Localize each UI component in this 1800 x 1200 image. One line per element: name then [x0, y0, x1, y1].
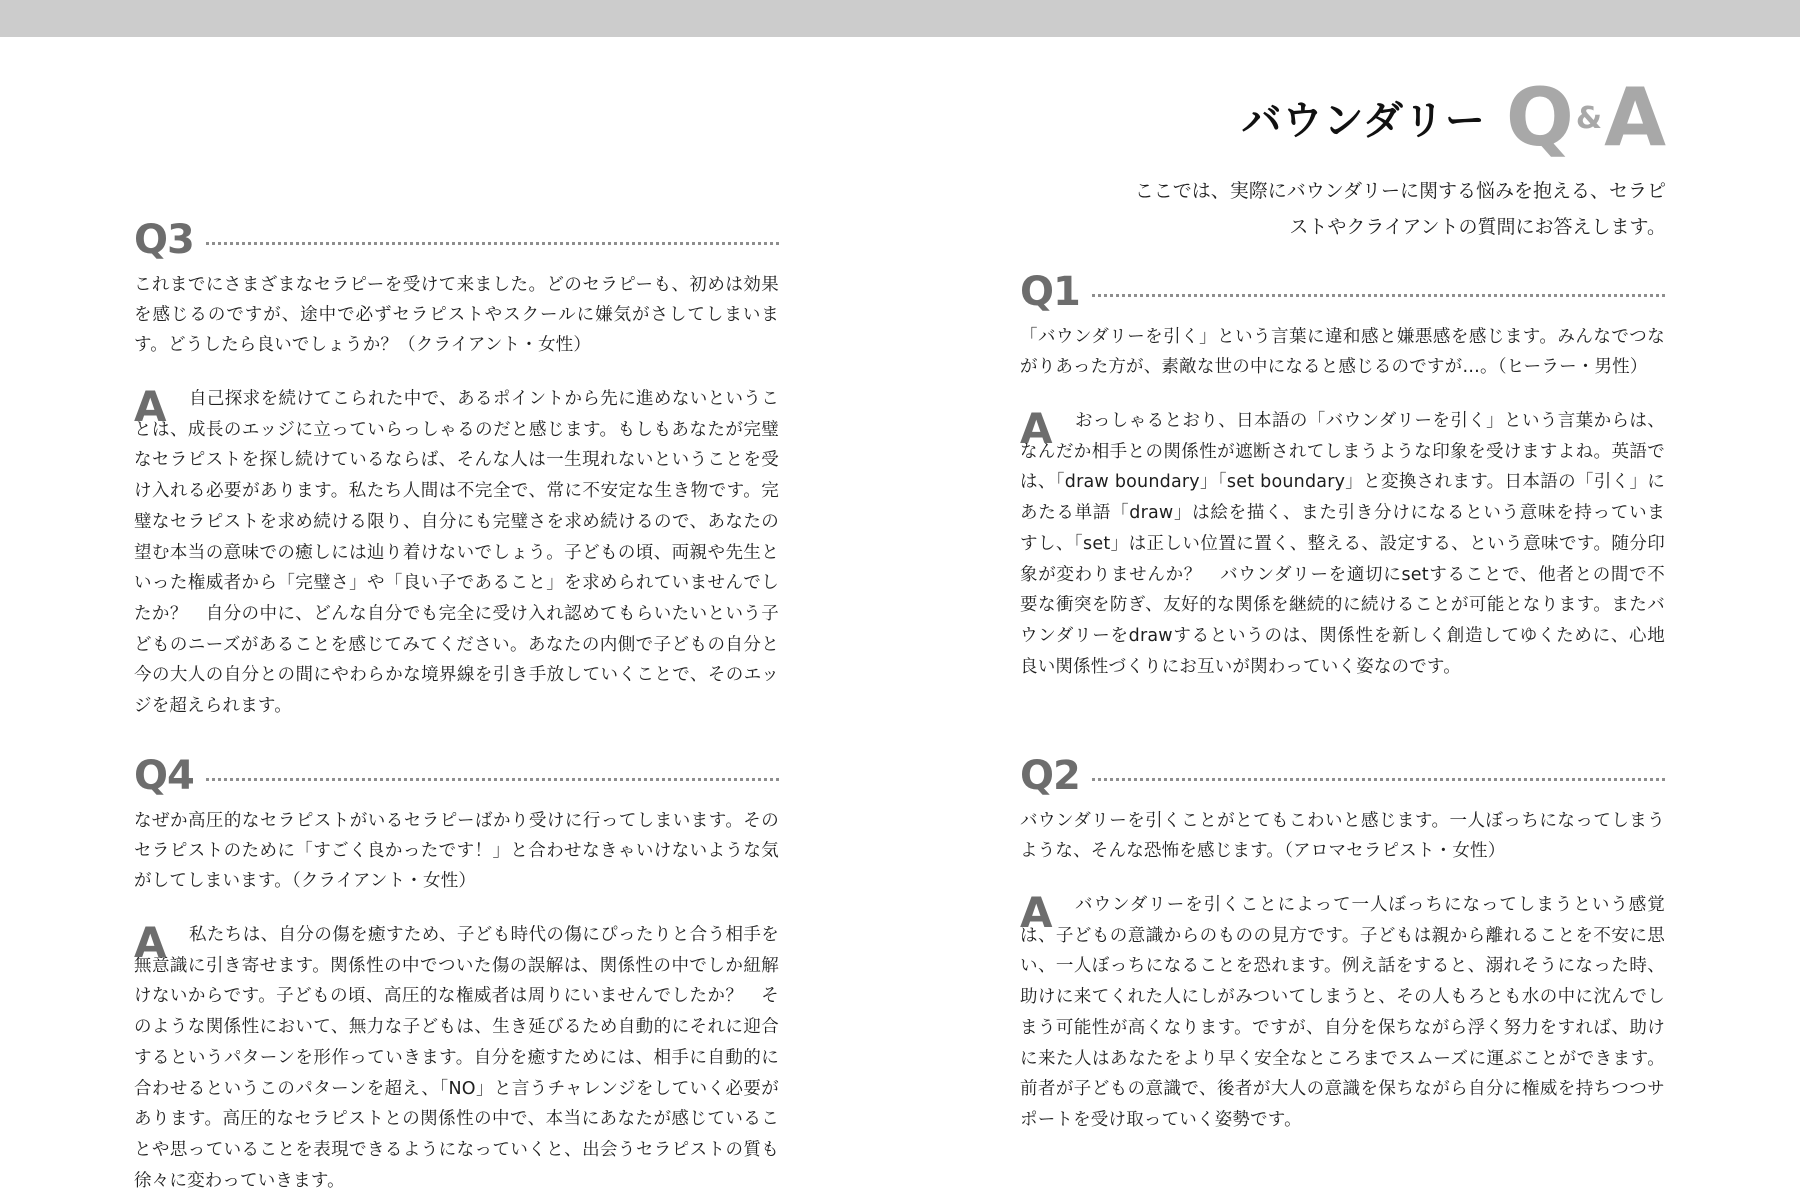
qa-section-q1 — [1020, 268, 1665, 682]
answer-text: 自己探求を続けてこられた中で、あるポイントから先に進めないということは、成長のエッジに立っていらっしゃるのだと感じます。もしもあなたが完璧なセラピストを探し続けているならば、そんな人は一生現れないということを受け入れる必要があります。私たち人間は不完全で、常に不安定な生き物です。完璧なセラピストを求め続ける限り、自分にも完璧さを求め続けるので、あなたの望む本当の意味での癒しには辿り着けないでしょう。子どもの頃、両親や先生といった権威者から「完璧さ」や「良い子であること」を求められていませんでしたか？ 自分の中に、どんな自分でも完全に受け入れ認めてもらいたいという子どものニーズがあることを感じてみてください。あなたの内側で子どもの自分と今の大人の自分との間にやわらかな境界線を引き手放していくことで、そのエッジを超えられます。 — [134, 389, 779, 717]
dotted-rule — [206, 242, 779, 245]
question-label: Q1 — [1020, 269, 1080, 315]
answer-block — [134, 920, 779, 1196]
intro-text: ここでは、実際にバウンダリーに関する悩みを抱える、セラピストやクライアントの質問にお答えします。 — [1134, 180, 1666, 238]
top-margin-bar — [0, 0, 1800, 37]
dotted-rule — [1092, 778, 1665, 781]
qa-section-q2 — [1020, 752, 1665, 1136]
question-heading — [1020, 268, 1665, 316]
question-text: なぜか高圧的なセラピストがいるセラピーばかり受けに行ってしまいます。そのセラピストのために「すごく良かったです！」と合わせなきゃいけないような気がしてしまいます。（クライアント・女性） — [134, 811, 779, 891]
qa-section-q3 — [134, 216, 779, 722]
page-title-text: バウンダリー — [1241, 98, 1486, 144]
answer-block — [1020, 406, 1665, 682]
question-text: バウンダリーを引くことがとてもこわいと感じます。一人ぼっちになってしまうような、そんな恐怖を感じます。（アロマセラピスト・女性） — [1020, 811, 1665, 861]
question-text: 「バウンダリーを引く」という言葉に違和感と嫌悪感を感じます。みんなでつながりあった方が、素敵な世の中になると感じるのですが…。（ヒーラー・男性） — [1020, 327, 1665, 377]
dotted-rule — [206, 778, 779, 781]
answer-block — [1020, 890, 1665, 1136]
question-label: Q2 — [1020, 753, 1080, 799]
question-label: Q4 — [134, 753, 194, 799]
answer-text: 私たちは、自分の傷を癒すため、子ども時代の傷にぴったりと合う相手を無意識に引き寄せます。関係性の中でついた傷の誤解は、関係性の中でしか紐解けないからです。子どもの頃、高圧的な権威者は周りにいませんでしたか？ そのような関係性において、無力な子どもは、生き延びるため自動的にそれに迎合するというパターンを形作っていきます。自分を癒すためには、相手に自動的に合わせるというこのパターンを超え、「NO」と言うチャレンジをしていく必要があります。高圧的なセラピストとの関係性の中で、本当にあなたが感じていることや思っていることを表現できるようになっていくと、出会うセラピストの質も徐々に変わっていきます。 — [134, 925, 779, 1191]
answer-mark: A — [134, 918, 167, 967]
answer-mark: A — [1020, 888, 1053, 937]
question-text: これまでにさまざまなセラピーを受けて来ました。どのセラピーも、初めは効果を感じるのですが、途中で必ずセラピストやスクールに嫌気がさしてしまいます。どうしたら良いでしょうか？（クライアント・女性） — [134, 275, 779, 355]
page-title-ampersand: & — [1575, 101, 1603, 136]
answer-mark: A — [1020, 404, 1053, 453]
question-heading — [1020, 752, 1665, 800]
page-title-a: A — [1604, 71, 1666, 164]
answer-mark: A — [134, 382, 167, 431]
dotted-rule — [1092, 294, 1665, 297]
answer-text: バウンダリーを引くことによって一人ぼっちになってしまうという感覚は、子どもの意識からのものの見方です。子どもは親から離れることを不安に思い、一人ぼっちになることを恐れます。例え話をすると、溺れそうになった時、助けに来てくれた人にしがみついてしまうと、その人もろとも水の中に沈んでしまう可能性が高くなります。ですが、自分を保ちながら浮く努力をすれば、助けに来た人はあなたをより早く安全なところまでスムーズに運ぶことができます。前者が子どもの意識で、後者が大人の意識を保ちながら自分に権威を持ちつつサポートを受け取っていく姿勢です。 — [1020, 895, 1665, 1130]
qa-section-q4 — [134, 752, 779, 1196]
answer-text: おっしゃるとおり、日本語の「バウンダリーを引く」という言葉からは、なんだか相手との関係性が遮断されてしまうような印象を受けますよね。英語では、「draw boundary」「set boundary」と変換されます。日本語の「引く」にあたる単語「draw」は絵を描く、また引き分けになるという意味を持っていますし、「set」は正しい位置に置く、整える、設定する、という意味です。随分印象が変わりませんか？ バウンダリーを適切にsetすることで、他者との間で不要な衝突を防ぎ、友好的な関係を継続的に続けることが可能となります。またバウンダリーをdrawするというのは、関係性を新しく創造してゆくために、心地良い関係性づくりにお互いが関わっていく姿なのです。 — [1020, 411, 1665, 677]
answer-block — [134, 384, 779, 722]
page-title — [1241, 71, 1666, 164]
question-heading — [134, 216, 779, 264]
question-heading — [134, 752, 779, 800]
page-title-q: Q — [1505, 71, 1574, 164]
question-label: Q3 — [134, 217, 194, 263]
